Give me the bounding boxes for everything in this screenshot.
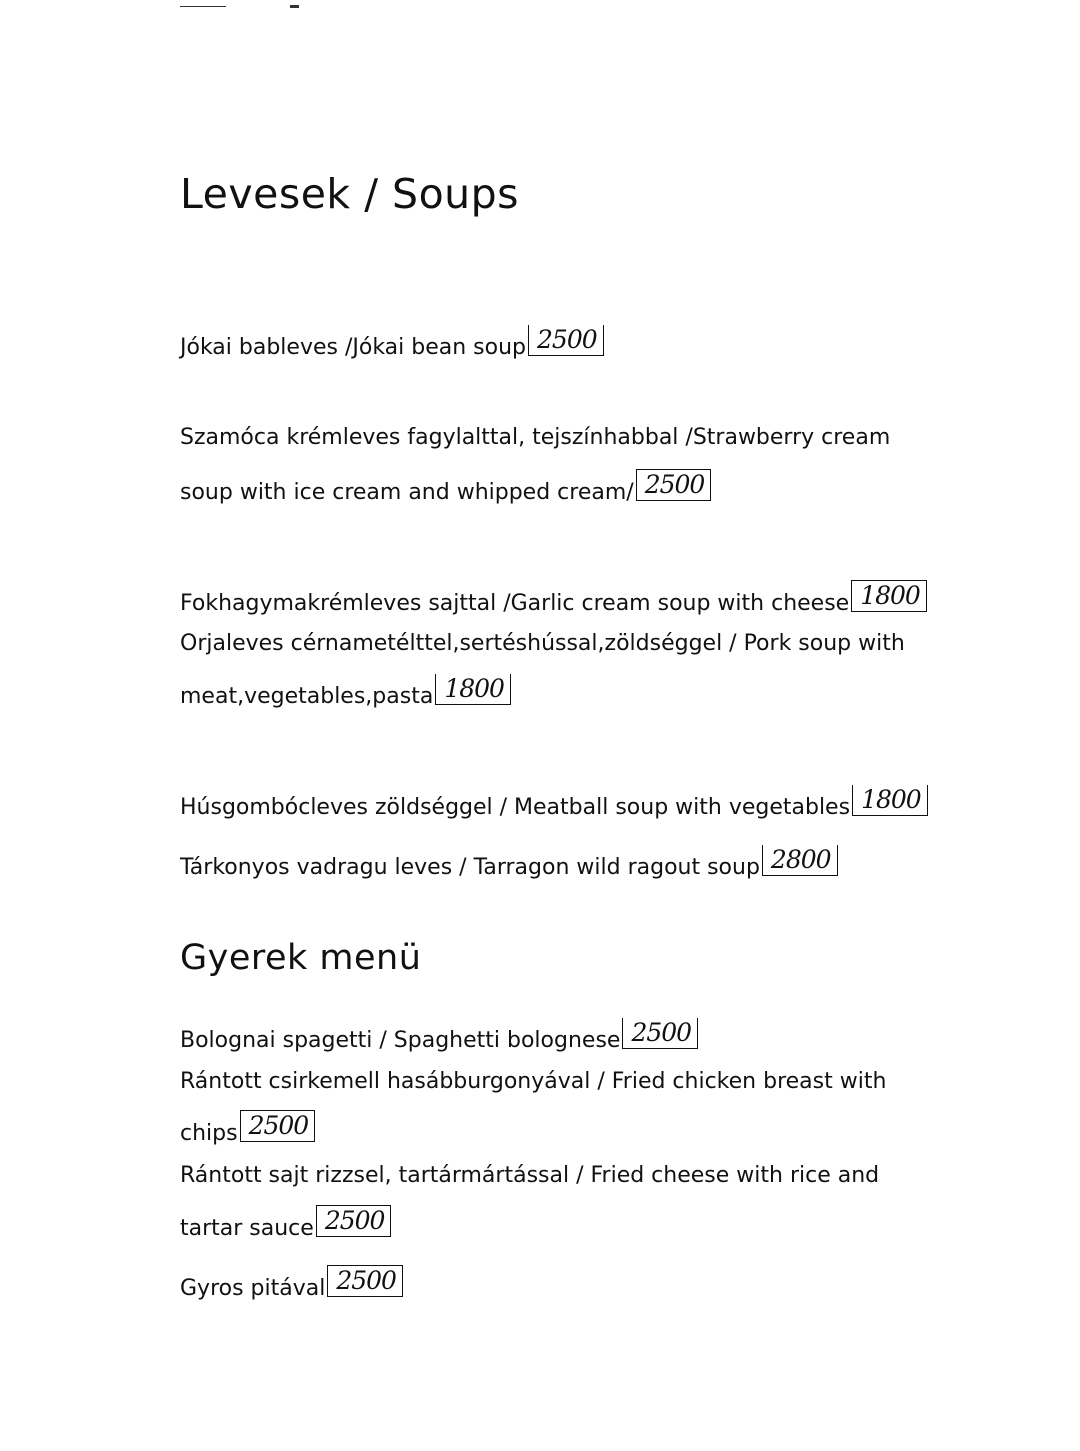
- item-text: soup with ice cream and whipped cream/: [180, 480, 634, 505]
- item-text: meat,vegetables,pasta: [180, 684, 434, 709]
- menu-item-jokai-bean-soup: [180, 325, 604, 362]
- handwritten-price: 2500: [528, 325, 604, 356]
- kids-item-gyros: [180, 1265, 403, 1303]
- handwritten-price: 1800: [852, 785, 928, 816]
- item-text: Jókai bableves /Jókai bean soup: [180, 335, 527, 360]
- item-text: Rántott csirkemell hasábburgonyával / Fried chicken breast with: [180, 1069, 887, 1094]
- handwritten-price: 2500: [240, 1110, 316, 1142]
- menu-item-tarragon-ragout-soup: [180, 845, 838, 882]
- scan-artifact: [180, 6, 226, 7]
- item-text: Húsgombócleves zöldséggel / Meatball soup with vegetables: [180, 795, 851, 820]
- menu-item-strawberry-soup-line1: [180, 424, 890, 452]
- scan-artifact: [290, 5, 299, 8]
- kids-item-fried-cheese-line2: [180, 1205, 391, 1243]
- handwritten-price: 1800: [851, 580, 927, 612]
- handwritten-price: 1800: [435, 674, 511, 705]
- handwritten-price: 2500: [316, 1205, 392, 1237]
- item-text: chips: [180, 1121, 238, 1146]
- handwritten-price: 2500: [622, 1018, 698, 1049]
- kids-item-spaghetti: [180, 1018, 698, 1055]
- kids-item-chicken-line1: [180, 1068, 886, 1096]
- handwritten-price: 2800: [762, 845, 838, 876]
- item-text: Rántott sajt rizzsel, tartármártással / Fried cheese with rice and: [180, 1163, 880, 1188]
- kids-item-fried-cheese-line1: [180, 1162, 879, 1190]
- handwritten-price: 2500: [636, 469, 712, 501]
- item-text: Fokhagymakrémleves sajttal /Garlic cream soup with cheese: [180, 591, 850, 616]
- item-text: Szamóca krémleves fagylalttal, tejszínhabbal /Strawberry cream: [180, 425, 891, 450]
- menu-item-pork-soup-line2: [180, 674, 511, 711]
- menu-item-garlic-soup: [180, 580, 927, 618]
- soups-heading: Levesek / Soups: [180, 170, 520, 218]
- handwritten-price: 2500: [327, 1265, 403, 1297]
- item-text: Bolognai spagetti / Spaghetti bolognese: [180, 1028, 621, 1053]
- menu-item-pork-soup-line1: [180, 630, 905, 658]
- item-text: Tárkonyos vadragu leves / Tarragon wild ragout soup: [180, 855, 760, 880]
- item-text: Gyros pitával: [180, 1276, 326, 1301]
- kids-item-chicken-line2: [180, 1110, 315, 1148]
- menu-item-strawberry-soup-line2: [180, 469, 711, 507]
- kids-menu-heading: Gyerek menü: [180, 938, 422, 978]
- menu-item-meatball-soup: [180, 785, 928, 822]
- item-text: Orjaleves cérnametélttel,sertéshússal,zöldséggel / Pork soup with: [180, 631, 905, 656]
- item-text: tartar sauce: [180, 1216, 314, 1241]
